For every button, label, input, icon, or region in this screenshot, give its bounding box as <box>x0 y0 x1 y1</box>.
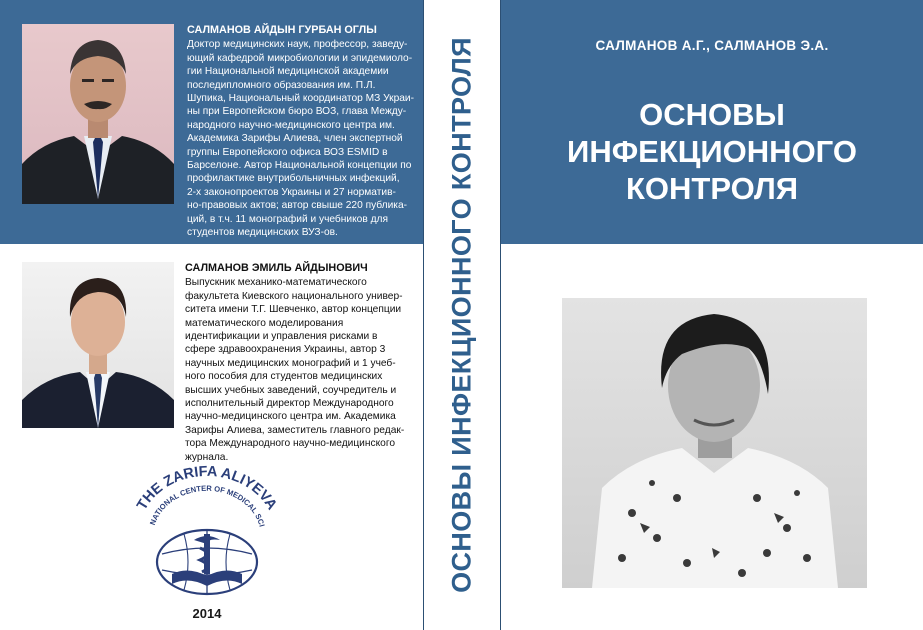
front-title <box>501 96 923 207</box>
author2-photo <box>22 262 174 428</box>
logo-line1: THE ZARIFA ALIYEVA <box>134 463 280 513</box>
portrait-photo <box>562 298 867 588</box>
author2-bio: Выпускник механико-математического факультета Киевского национального универ- ситета имени Т.Г. Шевченко, автор концепции математического моделирования идентификации и управления рисками в сфере здравоохранения Украины, автор 3 научных медицинских монографий и 1 учеб- ного пособия для студентов медицинских высших учебных заведений, соучредитель и исполнительный директор Международного научно-медицинского центра им. Академика Зарифы Алиева, заместитель главного редак- тора Международного научно-медицинского журнала. <box>185 277 405 463</box>
logo-year: 2014 <box>192 606 222 621</box>
logo-line2: NATIONAL CENTER OF MEDICAL SCI <box>147 483 267 528</box>
title-line: КОНТРОЛЯ <box>626 171 798 206</box>
author1-bio: Доктор медицинских наук, профессор, заведу- ющий кафедрой микробиологии и эпидемиоло- гии Национальной медицинской академии последипломного образования им. П.Л. Шупика, Национальный координатор МЗ Украи- ны при Европейском бюро ВОЗ, глава Между- народного научно-медицинского центра им. Академика Зарифы Алиева, член экспертной группы Европейского офиса ВОЗ ESMID в Барселоне. Автор Национальной концепции по профилактике внутрибольничных инфекций, 2-х законопроектов Украины и 27 норматив- но-правовых актов; автор свыше 220 публика- ций, в т.ч. 11 монографий и учебников для студентов медицинских ВУЗ-ов. <box>187 39 414 239</box>
author1-photo <box>22 24 174 204</box>
author1-bio-block <box>187 24 419 240</box>
spine-title: ОСНОВЫ ИНФЕКЦИОННОГО КОНТРОЛЯ <box>446 37 477 593</box>
title-line: ИНФЕКЦИОННОГО <box>567 134 857 169</box>
author1-name: САЛМАНОВ АЙДЫН ГУРБАН ОГЛЫ <box>187 24 377 36</box>
book-spine <box>423 0 501 630</box>
author2-name: САЛМАНОВ ЭМИЛЬ АЙДЫНОВИЧ <box>185 262 368 274</box>
zarifa-aliyeva-center-logo <box>122 462 292 622</box>
title-line: ОСНОВЫ <box>639 97 785 132</box>
front-authors: САЛМАНОВ А.Г., САЛМАНОВ Э.А. <box>595 38 829 53</box>
author2-bio-block <box>185 262 417 464</box>
caduceus-book-icon <box>157 530 257 594</box>
